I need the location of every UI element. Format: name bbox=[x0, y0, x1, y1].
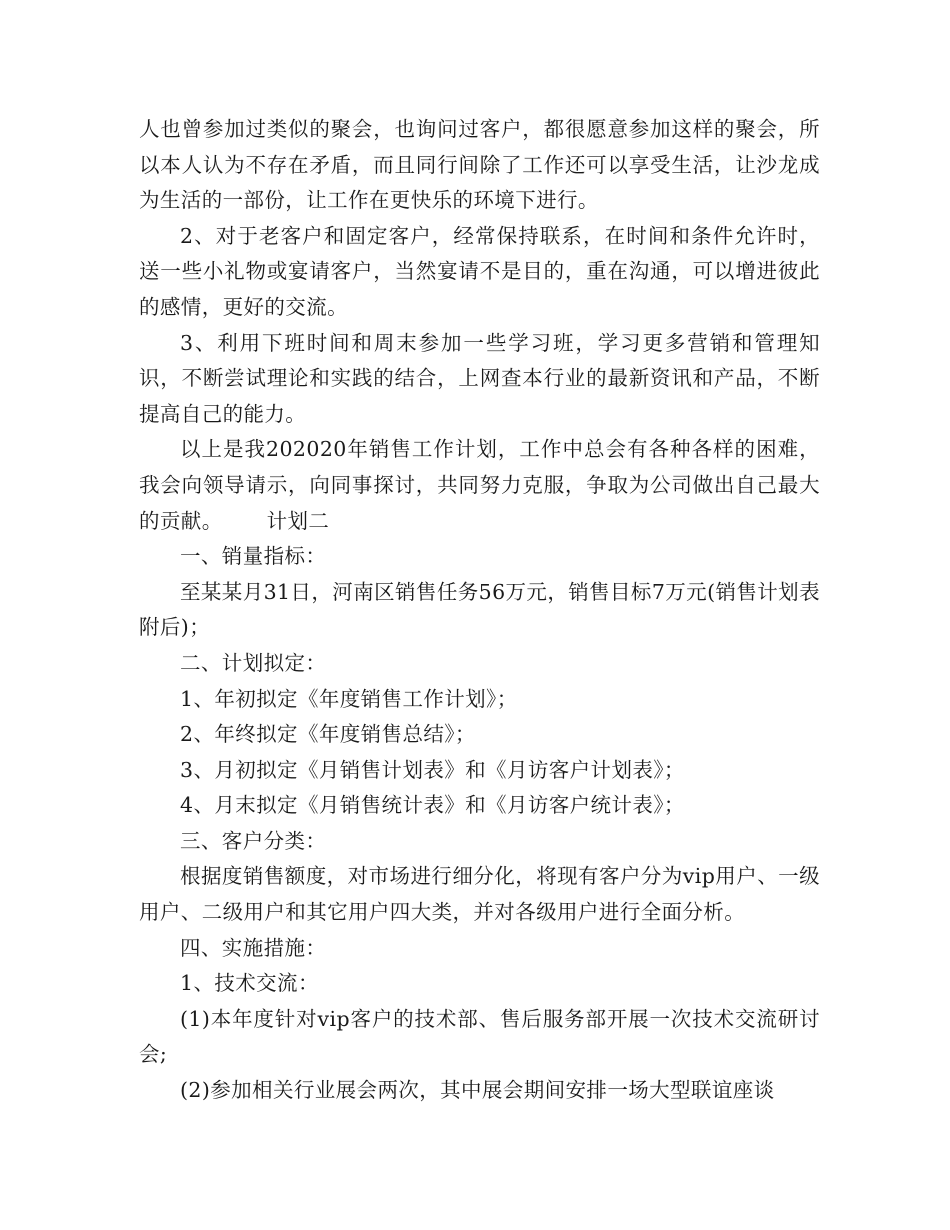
section-heading: 一、销量指标： bbox=[180, 544, 327, 569]
section-heading: 四、实施措施： bbox=[180, 935, 327, 960]
list-item: (1)本年度针对vip客户的技术部、售后服务部开展一次技术交流研讨会; bbox=[139, 1006, 820, 1067]
subsection-heading: 1、技术交流： bbox=[180, 971, 319, 996]
list-item: 3、月初拟定《月销售计划表》和《月访客户计划表》； bbox=[180, 757, 685, 782]
body-paragraph: 根据度销售额度，对市场进行细分化，将现有客户分为vip用户、一级用户、二级用户和其它用户四大类，并对各级用户进行全面分析。 bbox=[139, 864, 820, 925]
body-paragraph: 人也曾参加过类似的聚会，也询问过客户，都很愿意参加这样的聚会，所以本人认为不存在矛盾，而且同行间除了工作还可以享受生活，让沙龙成为生活的一部份，让工作在更快乐的环境下进行。 bbox=[139, 117, 820, 213]
section-heading: 三、客户分类： bbox=[180, 828, 327, 853]
list-item: (2)参加相关行业展会两次，其中展会期间安排一场大型联谊座谈 bbox=[180, 1078, 775, 1103]
list-item: 2、年终拟定《年度销售总结》； bbox=[180, 722, 476, 747]
body-paragraph: 2、对于老客户和固定客户，经常保持联系，在时间和条件允许时，送一些小礼物或宴请客户，当然宴请不是目的，重在沟通，可以增进彼此的感情，更好的交流。 bbox=[139, 223, 820, 319]
list-item: 4、月末拟定《月销售统计表》和《月访客户统计表》； bbox=[180, 793, 685, 818]
body-paragraph: 3、利用下班时间和周末参加一些学习班，学习更多营销和管理知识，不断尝试理论和实践的结合，上网查本行业的最新资讯和产品，不断提高自己的能力。 bbox=[139, 330, 820, 426]
list-item: 1、年初拟定《年度销售工作计划》； bbox=[180, 686, 518, 711]
closing-text: 以上是我202020年销售工作计划，工作中总会有各种各样的困难，我会向领导请示，向同事探讨，共同努力克服，争取为公司做出自己最大的贡献。 bbox=[139, 437, 820, 533]
body-paragraph: 至某某月31日，河南区销售任务56万元，销售目标7万元(销售计划表附后)； bbox=[139, 579, 820, 640]
section-heading-plan-two: 计划二 bbox=[266, 508, 330, 533]
body-paragraph bbox=[139, 432, 820, 539]
section-heading: 二、计划拟定： bbox=[180, 650, 327, 675]
